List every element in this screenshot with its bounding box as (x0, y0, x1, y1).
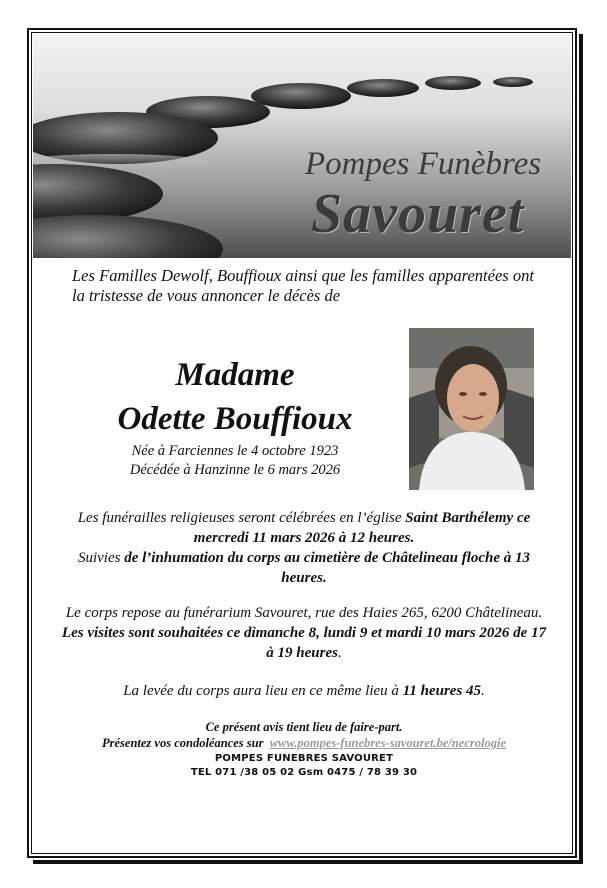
header-banner (33, 34, 571, 258)
deceased-title: Madame (175, 357, 295, 393)
company-phone: TEL 071 /38 05 02 Gsm 0475 / 78 39 30 (190, 767, 418, 778)
intro-text: Les Familles Dewolf, Bouffioux ainsi que les familles apparentées ont la tristesse de vous annoncer le décès de (72, 266, 534, 305)
notice-line: Ce présent avis tient lieu de faire-part. (205, 720, 403, 734)
levee-text-b: 11 heures 45 (402, 683, 482, 699)
logo-line-1: Pompes Funèbres (305, 146, 542, 182)
funeral-text-d: de l’inhumation du corps au cimetière de Châtelineau floche à 13 heures. (124, 550, 531, 586)
condolences-text: Présentez vos condoléances sur (101, 736, 264, 750)
visits-paragraph (60, 603, 548, 663)
funeral-text-a: Les funérailles religieuses seront célébrées en l’église (77, 510, 406, 526)
funeral-text-b: Saint Barthélemy ce mercredi 11 mars 2026 à 12 heures. (193, 510, 531, 546)
deceased-name: Odette Bouffioux (117, 401, 353, 437)
condolences-line (60, 735, 548, 751)
funeral-paragraph (60, 508, 548, 588)
levee-text-c: . (481, 683, 485, 699)
portrait-photo (409, 328, 534, 490)
birth-line: Née à Farciennes le 4 octobre 1923 (131, 443, 339, 459)
logo-line-2: Savouret (311, 183, 525, 245)
necrologie-link[interactable]: www.pompes-funebres-savouret.be/necrologie (269, 736, 507, 750)
levee-paragraph (60, 681, 548, 701)
levee-text-a: La levée du corps aura lieu en ce même lieu à (123, 683, 403, 699)
funeral-text-c: Suivies (77, 550, 125, 566)
death-line: Décédée à Hanzinne le 6 mars 2026 (129, 462, 341, 478)
visits-text-a: Le corps repose au funérarium Savouret, rue des Haies 265, 6200 Châtelineau. (65, 605, 543, 621)
company-name: POMPES FUNEBRES SAVOURET (214, 753, 394, 764)
deceased-dates (90, 442, 380, 480)
visits-text-b: Les visites sont souhaitées ce dimanche 8, lundi 9 et mardi 10 mars 2026 de 17 à 19 heures (61, 625, 547, 661)
visits-text-c: . (337, 645, 342, 661)
